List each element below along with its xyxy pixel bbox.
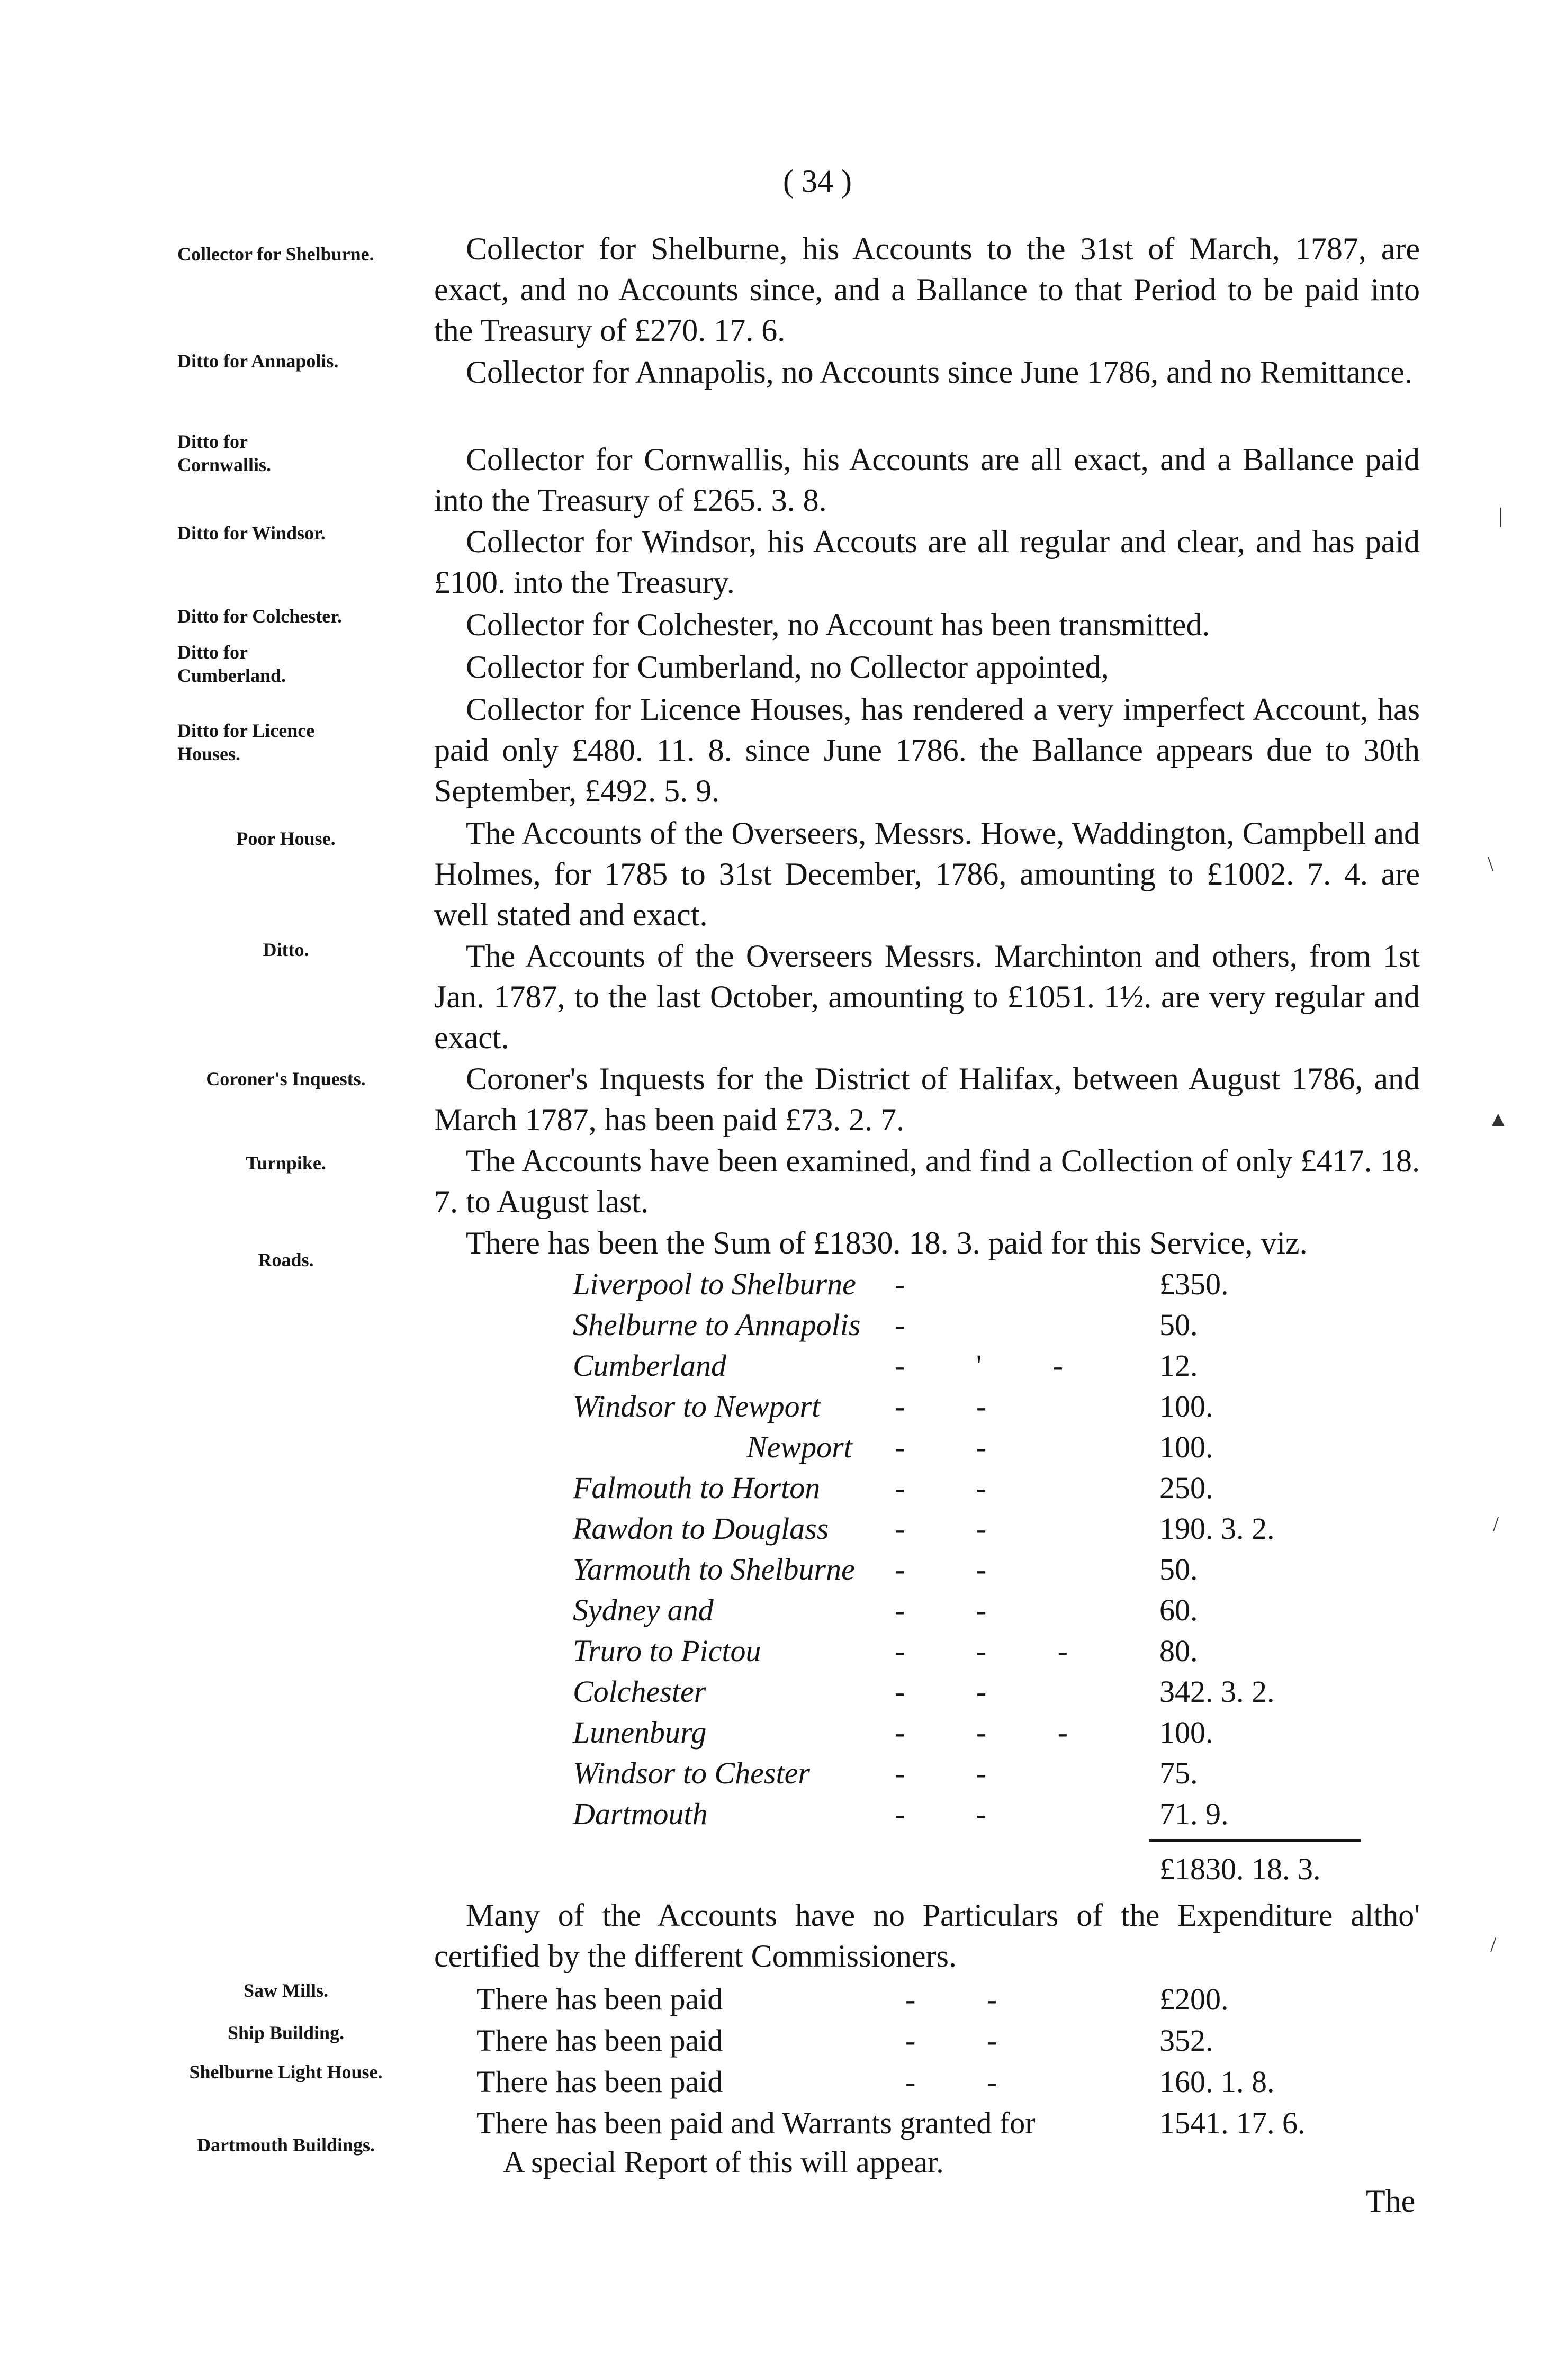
road-dashes: - - - bbox=[895, 1634, 1100, 1668]
sidebar-windsor: Ditto for Windsor. bbox=[177, 522, 326, 544]
sidebar-annapolis: Ditto for Annapolis. bbox=[177, 350, 339, 372]
road-place: Falmouth to Horton bbox=[573, 1471, 821, 1505]
payment-label: There has been paid and Warrants granted for bbox=[476, 2106, 1036, 2140]
payment-label: There has been paid bbox=[476, 2023, 723, 2058]
sidebar-roads: Roads. bbox=[258, 1249, 314, 1270]
paragraph-windsor: Collector for Windsor, his Accouts are all regular and clear, and has paid £100. into the Treasury. bbox=[434, 524, 1420, 600]
road-dashes: - - bbox=[895, 1756, 1019, 1790]
paragraph-shelburne: Collector for Shelburne, his Accounts to the 31st of March, 1787, are exact, and no Accounts since, and a Ballance to that Period to be paid into the Treasury of £270. 17. 6. bbox=[434, 231, 1420, 348]
road-amount: 100. bbox=[1159, 1389, 1213, 1423]
road-dashes: - - bbox=[895, 1674, 1019, 1709]
road-place: Windsor to Newport bbox=[573, 1389, 821, 1423]
sidebar-colchester: Ditto for Colchester. bbox=[177, 606, 342, 627]
payment-dashes: - - bbox=[905, 2023, 1029, 2058]
sidebar-ditto: Ditto. bbox=[263, 939, 309, 960]
sidebar-dartmouth-buildings: Dartmouth Buildings. bbox=[196, 2134, 375, 2156]
sidebar-cornwallis: Ditto for Cornwallis. bbox=[177, 431, 272, 475]
payment-amount: £200. bbox=[1159, 1982, 1229, 2016]
road-amount: 190. 3. 2. bbox=[1159, 1511, 1275, 1546]
paragraph-coroners-inquests: Coroner's Inquests for the District of Halifax, between August 1786, and March 1787, has been paid £73. 2. 7. bbox=[434, 1061, 1420, 1137]
paragraph-turnpike: The Accounts have been examined, and find a Collection of only £417. 18. 7. to August last. bbox=[434, 1143, 1420, 1219]
road-amount: 250. bbox=[1159, 1471, 1213, 1505]
road-amount: 60. bbox=[1159, 1593, 1198, 1627]
sidebar-shelburne-lighthouse: Shelburne Light House. bbox=[189, 2061, 383, 2082]
sidebar-licence-houses: Ditto for Licence Houses. bbox=[177, 720, 315, 764]
road-amount: 50. bbox=[1159, 1308, 1198, 1342]
road-dashes: - - bbox=[895, 1471, 1019, 1505]
road-place: Rawdon to Douglass bbox=[573, 1511, 829, 1546]
paragraph-note: Many of the Accounts have no Particulars of the Expenditure altho' certified by the different Commissioners. bbox=[434, 1898, 1420, 1973]
sidebar-poor-house: Poor House. bbox=[236, 828, 336, 849]
road-place: Newport bbox=[746, 1430, 852, 1464]
road-amount: 342. 3. 2. bbox=[1159, 1674, 1275, 1709]
sidebar-coroners-inquests: Coroner's Inquests. bbox=[206, 1068, 366, 1089]
road-amount: 75. bbox=[1159, 1756, 1198, 1790]
sidebar-saw-mills: Saw Mills. bbox=[243, 1980, 328, 2001]
road-dashes: - - bbox=[895, 1552, 1019, 1586]
road-place: Truro to Pictou bbox=[573, 1634, 761, 1668]
road-amount: 71. 9. bbox=[1159, 1797, 1229, 1831]
catchword: The bbox=[1366, 2184, 1416, 2219]
road-amount: 100. bbox=[1159, 1715, 1213, 1750]
sidebar-cumberland: Ditto for Cumberland. bbox=[177, 642, 286, 686]
payment-amount: 352. bbox=[1159, 2023, 1213, 2058]
paragraph-colchester: Collector for Colchester, no Account has been transmitted. bbox=[466, 607, 1210, 642]
paragraph-poor-house: The Accounts of the Overseers, Messrs. Howe, Waddington, Campbell and Holmes, for 1785 to 31st December, 1786, amounting to £1002. 7. 4. are well stated and exact. bbox=[434, 816, 1420, 932]
road-place: Dartmouth bbox=[573, 1797, 708, 1831]
paragraph-overseers-marchinton: The Accounts of the Overseers Messrs. Marchinton and others, from 1st Jan. 1787, to the last October, amounting to £1051. 1½. are very regular and exact. bbox=[434, 939, 1420, 1055]
road-dashes: - bbox=[895, 1308, 937, 1342]
payment-dashes: - - bbox=[905, 2065, 1029, 2099]
page-number: ( 34 ) bbox=[783, 164, 852, 199]
sidebar-turnpike: Turnpike. bbox=[246, 1152, 326, 1174]
paragraph-roads: There has been the Sum of £1830. 18. 3. paid for this Service, viz. bbox=[466, 1225, 1308, 1260]
margin-tick-mark: | bbox=[1498, 503, 1503, 527]
road-place: Liverpool to Shelburne bbox=[573, 1267, 856, 1301]
paragraph-annapolis: Collector for Annapolis, no Accounts since June 1786, and no Remittance. bbox=[466, 355, 1412, 390]
margin-tick-mark: \ bbox=[1488, 852, 1494, 876]
road-dashes: - - - bbox=[895, 1715, 1100, 1750]
road-dashes: - - bbox=[895, 1430, 1019, 1464]
road-amount: 80. bbox=[1159, 1634, 1198, 1668]
road-dashes: - bbox=[895, 1267, 937, 1301]
sidebar-ship-building: Ship Building. bbox=[227, 2022, 345, 2043]
special-report-note: A special Report of this will appear. bbox=[503, 2145, 944, 2179]
road-dashes: - - bbox=[895, 1389, 1019, 1423]
payment-amount: 1541. 17. 6. bbox=[1159, 2106, 1306, 2140]
payment-dashes: - - bbox=[905, 1982, 1029, 2016]
road-place: Colchester bbox=[573, 1674, 706, 1709]
road-place: Yarmouth to Shelburne bbox=[573, 1552, 855, 1586]
paragraph-licence-houses: Collector for Licence Houses, has rendered a very imperfect Account, has paid only £480. 11. 8. since June 1786. the Ballance appears due to 30th September, £492. 5. 9. bbox=[434, 692, 1420, 808]
road-amount: 12. bbox=[1159, 1348, 1198, 1383]
payment-label: There has been paid bbox=[476, 2065, 723, 2099]
road-amount: 100. bbox=[1159, 1430, 1213, 1464]
road-place: Windsor to Chester bbox=[573, 1756, 810, 1790]
road-place: Sydney and bbox=[573, 1593, 714, 1627]
road-amount: 50. bbox=[1159, 1552, 1198, 1586]
margin-tick-mark: / bbox=[1493, 1512, 1499, 1536]
road-dashes: - - bbox=[895, 1797, 1019, 1831]
road-dashes: - - bbox=[895, 1593, 1019, 1627]
payment-amount: 160. 1. 8. bbox=[1159, 2065, 1275, 2099]
road-place: Cumberland bbox=[573, 1348, 726, 1383]
margin-tick-mark: ▲ bbox=[1488, 1107, 1509, 1131]
roads-total: £1830. 18. 3. bbox=[1159, 1852, 1321, 1886]
road-place: Lunenburg bbox=[573, 1715, 707, 1750]
margin-tick-mark: / bbox=[1490, 1933, 1497, 1957]
total-rule bbox=[1149, 1839, 1361, 1842]
paragraph-cornwallis: Collector for Cornwallis, his Accounts are all exact, and a Ballance paid into the Treasury of £265. 3. 8. bbox=[434, 442, 1420, 518]
paragraph-cumberland: Collector for Cumberland, no Collector appointed, bbox=[466, 650, 1109, 684]
payment-label: There has been paid bbox=[476, 1982, 723, 2016]
road-dashes: - ' - bbox=[895, 1348, 1095, 1383]
road-place: Shelburne to Annapolis bbox=[573, 1308, 861, 1342]
road-amount: £350. bbox=[1159, 1267, 1229, 1301]
road-dashes: - - bbox=[895, 1511, 1019, 1546]
sidebar-shelburne: Collector for Shelburne. bbox=[177, 244, 374, 265]
